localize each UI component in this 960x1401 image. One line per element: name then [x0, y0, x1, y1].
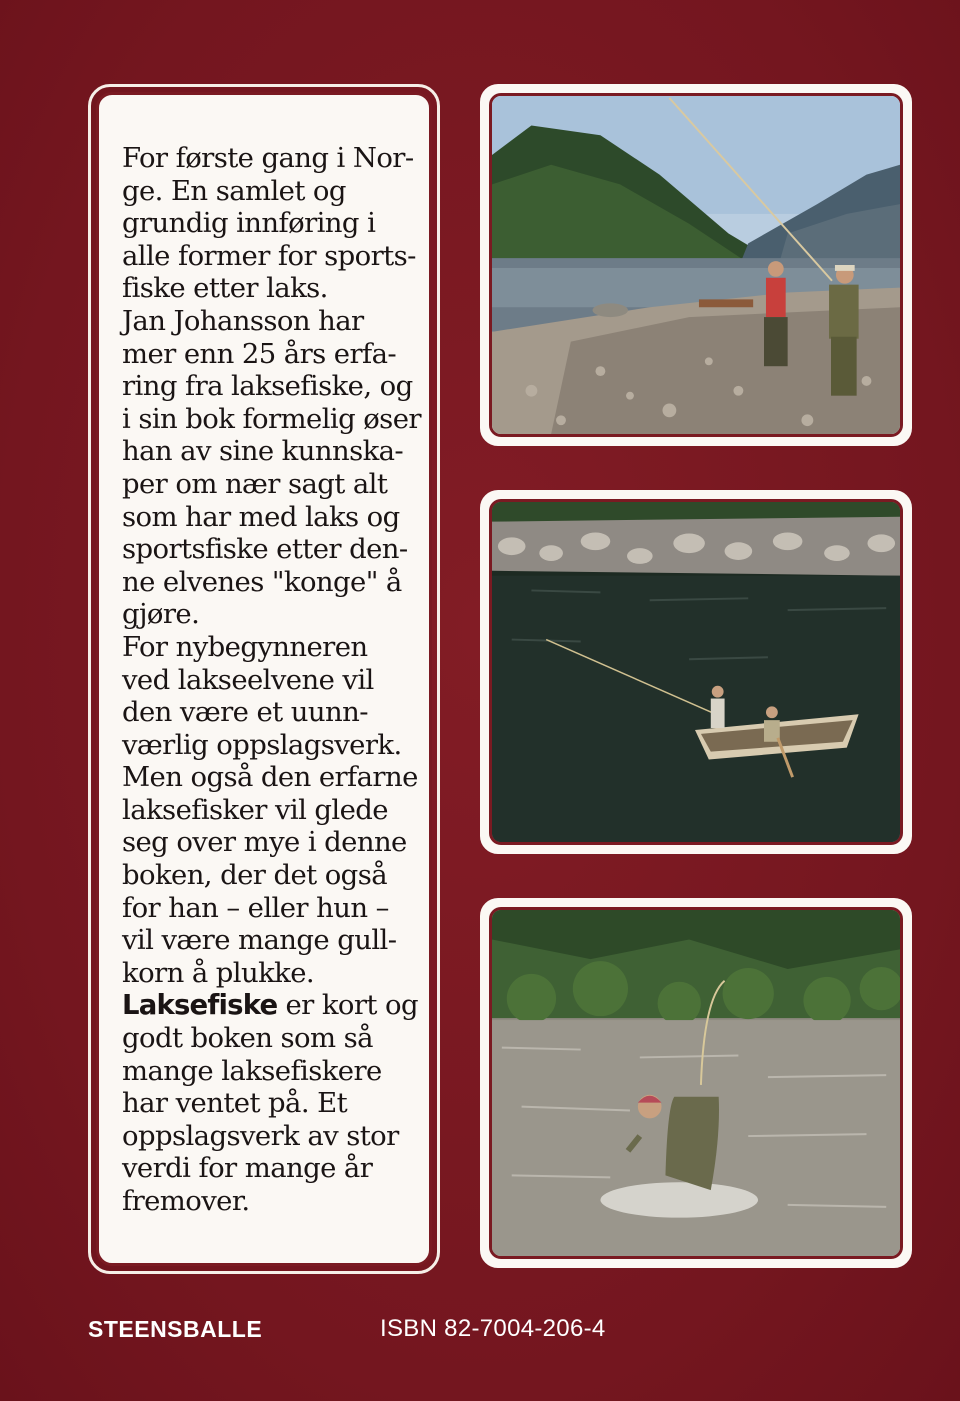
blurb-line: laksefisker vil glede — [122, 793, 388, 826]
photo-riverbank-image — [492, 96, 900, 434]
blurb-line: mange laksefiskere — [122, 1054, 382, 1087]
blurb-lines-part-2 — [122, 1022, 422, 1218]
blurb-line: korn å plukke. — [122, 956, 315, 989]
blurb-line: fremover. — [122, 1185, 250, 1217]
blurb-line: ved lakseelvene vil — [122, 663, 374, 696]
blurb-line: han av sine kunnska- — [122, 435, 404, 468]
blurb-line: den være et uunn- — [122, 696, 368, 729]
blurb-line: har ventet på. Et — [122, 1087, 348, 1120]
blurb-line: ring fra laksefiske, og — [122, 370, 413, 403]
photo-boat — [489, 499, 903, 845]
blurb-line: godt boken som så — [122, 1022, 373, 1055]
blurb-line: Jan Johansson har — [122, 304, 364, 337]
blurb-line: som har med laks og — [122, 500, 400, 533]
photo-frame-boat — [480, 490, 912, 854]
blurb-line: Men også den erfarne — [122, 761, 418, 794]
publisher-name: STEENSBALLE — [88, 1316, 263, 1342]
photo-frame-riverbank — [480, 84, 912, 446]
photo-riverbank — [489, 93, 903, 437]
book-blurb — [122, 142, 422, 1218]
blurb-line: i sin bok formelig øser — [122, 402, 421, 435]
blurb-line: oppslagsverk av stor — [122, 1119, 399, 1152]
blurb-line: alle former for sports- — [122, 239, 416, 272]
blurb-line: for han – eller hun – — [122, 891, 389, 924]
blurb-line: mer enn 25 års erfa- — [122, 337, 397, 370]
blurb-line: seg over mye i denne — [122, 826, 407, 859]
blurb-line: sportsfiske etter den- — [122, 533, 408, 566]
blurb-line: fiske etter laks. — [122, 272, 328, 305]
blurb-bold-line-rest: er kort og — [277, 989, 418, 1022]
blurb-line: verdi for mange år — [122, 1152, 373, 1185]
isbn-number: ISBN 82-7004-206-4 — [380, 1315, 606, 1342]
blurb-line: For første gang i Nor- — [122, 142, 414, 174]
blurb-line: For nybegynneren — [122, 630, 368, 663]
photo-wading-image — [492, 910, 900, 1256]
blurb-line: ne elvenes "konge" å — [122, 565, 402, 598]
photo-frame-wading — [480, 898, 912, 1268]
blurb-line: gjøre. — [122, 598, 200, 631]
blurb-lines-part-1 — [122, 142, 422, 989]
blurb-line: værlig oppslagsverk. — [122, 728, 402, 761]
blurb-line: vil være mange gull- — [122, 924, 397, 957]
blurb-line: per om nær sagt alt — [122, 467, 388, 500]
blurb-bold-line — [122, 989, 422, 1022]
blurb-line: ge. En samlet og — [122, 174, 346, 207]
blurb-line: grundig innføring i — [122, 207, 376, 240]
photo-wading — [489, 907, 903, 1259]
blurb-line: boken, der det også — [122, 859, 387, 892]
photo-boat-image — [492, 502, 900, 842]
book-title-bold: Laksefiske — [122, 989, 278, 1022]
